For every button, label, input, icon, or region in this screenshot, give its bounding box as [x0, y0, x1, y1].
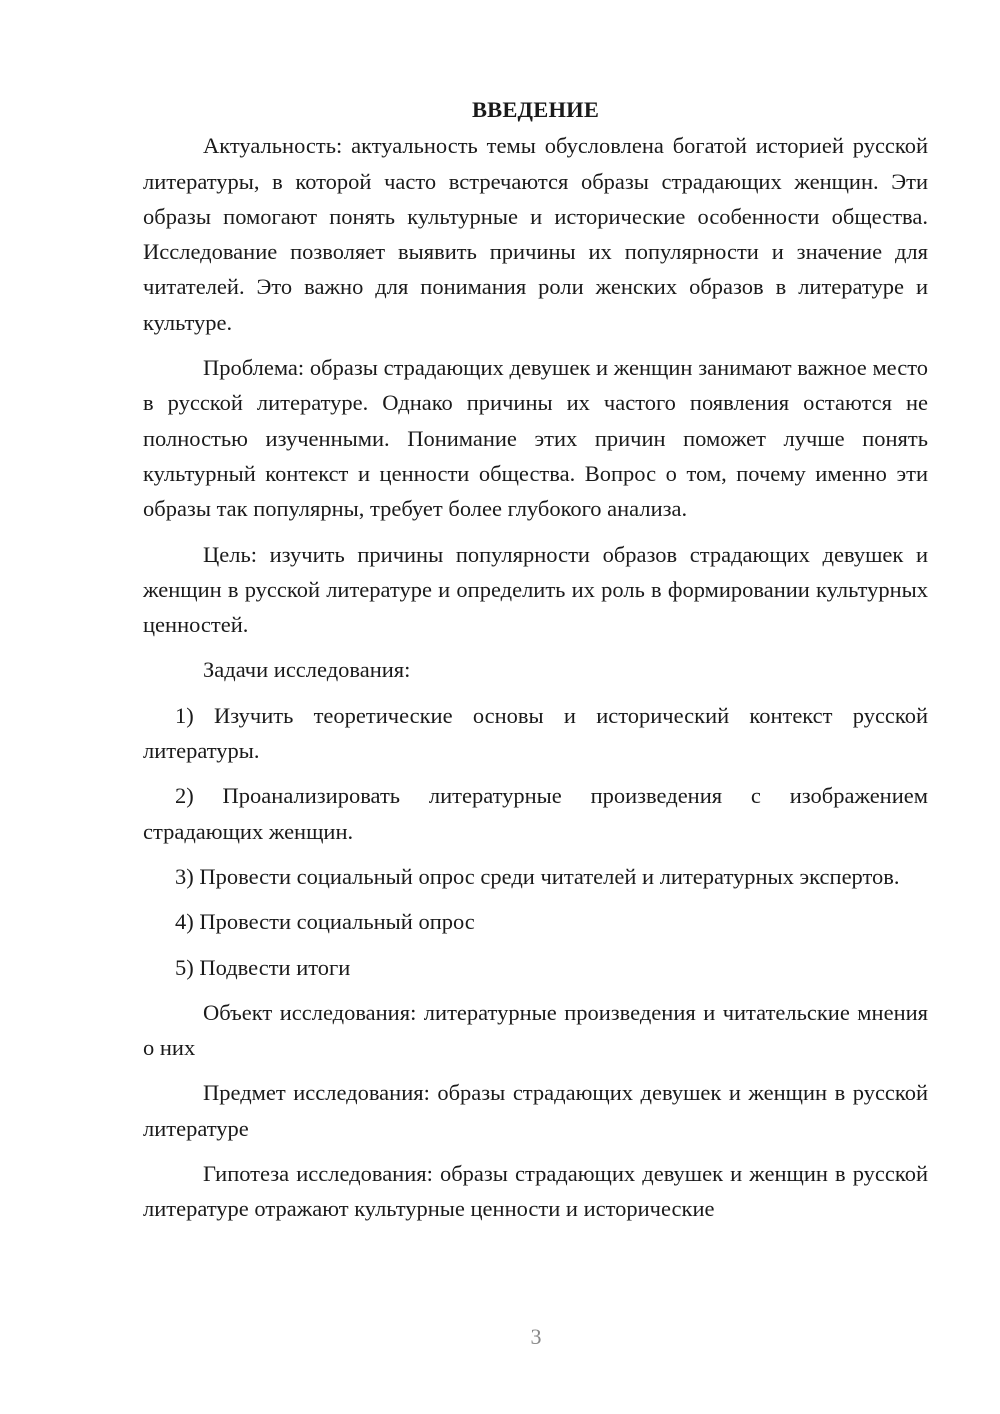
page-content	[143, 92, 928, 1237]
goal-paragraph: Цель: изучить причины популярности образов страдающих девушек и женщин в русской литературе и определить их роль в формировании культурных ценностей.	[143, 541, 928, 638]
task-item-3: 3) Провести социальный опрос среди читателей и литературных экспертов.	[175, 863, 900, 889]
hypothesis-paragraph: Гипотеза исследования: образы страдающих девушек и женщин в русской литературе отражают культурные ценности и исторические	[143, 1161, 928, 1222]
task-item-2: 2) Проанализировать литературные произведения с изображением страдающих женщин.	[143, 783, 928, 844]
tasks-intro: Задачи исследования:	[203, 657, 411, 683]
object-paragraph: Объект исследования: литературные произведения и читательские мнения о них	[143, 999, 928, 1061]
section-heading: ВВЕДЕНИЕ	[471, 97, 600, 122]
subject-paragraph: Предмет исследования: образы страдающих девушек и женщин в русской литературе	[143, 1080, 928, 1141]
page-number: 3	[530, 1324, 542, 1349]
task-item-4: 4) Провести социальный опрос	[175, 909, 475, 935]
task-item-5: 5) Подвести итоги	[175, 954, 351, 980]
problem-paragraph: Проблема: образы страдающих девушек и женщин занимают важное место в русской литературе. Однако причины их частого появления остаются не полностью изученными. Понимание этих причин поможет лучше понять культурный контекст и ценности общества. Вопрос о том, почему именно эти образы так популярны, требует более глубокого анализа.	[143, 355, 928, 522]
task-item-1: 1) Изучить теоретические основы и исторический контекст русской литературы.	[143, 702, 928, 764]
relevance-paragraph: Актуальность: актуальность темы обусловлена богатой историей русской литературы, в которой часто встречаются образы страдающих женщин. Эти образы помогают понять культурные и исторические особенности общества. Исследование позволяет выявить причины их популярности и значение для читателей. Это важно для понимания роли женских образов в литературе и культуре.	[143, 133, 928, 335]
